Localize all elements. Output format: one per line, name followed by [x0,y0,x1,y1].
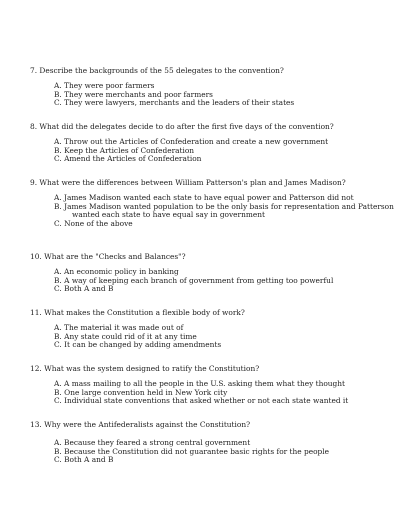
option-a: A. A mass mailing to all the people in the U.S. asking them what they thought [54,379,345,388]
option-b-continuation: wanted each state to have equal say in government [72,210,265,220]
option-b: B. James Madison wanted population to be the only basis for representation and Patterson [54,201,394,211]
question-12 [30,364,398,406]
option-b: B. A way of keeping each branch of government from getting too powerful [54,275,334,285]
option-c: C. Amend the Articles of Confederation [54,154,202,164]
option-a: A. The material it was made out of [54,323,184,332]
question-text: 7. Describe the backgrounds of the 55 delegates to the convention? [30,66,284,75]
option-a: A. Throw out the Articles of Confederation and create a new government [54,137,329,146]
option-a: A. Because they feared a strong central government [54,438,251,447]
question-text: 9. What were the differences between William Patterson's plan and James Madison? [30,178,346,187]
option-b: B. One large convention held in New York city [54,387,228,397]
question-text: 13. Why were the Antifederalists against the Constitution? [30,420,251,429]
option-a: A. They were poor farmers [54,81,155,90]
option-a: A. James Madison wanted each state to have equal power and Patterson did not [54,193,354,202]
option-c: C. They were lawyers, merchants and the leaders of their states [54,98,295,108]
question-text: 11. What makes the Constitution a flexible body of work? [30,308,245,317]
option-c: C. It can be changed by adding amendments [54,340,222,350]
option-c: C. Both A and B [54,284,114,294]
question-7 [30,66,398,108]
question-text: 12. What was the system designed to ratify the Constitution? [30,364,260,373]
option-c: C. Both A and B [54,455,114,465]
option-b: B. Keep the Articles of Confederation [54,145,195,155]
option-c: C. None of the above [54,218,133,228]
question-9 [30,178,398,228]
option-c: C. Individual state conventions that asked whether or not each state wanted it [54,396,349,406]
option-b: B. They were merchants and poor farmers [54,89,213,99]
question-text: 10. What are the "Checks and Balances"? [30,252,186,261]
question-11 [30,308,398,350]
question-10 [30,252,398,294]
question-13 [30,420,398,465]
option-b: B. Any state could rid of it at any time [54,331,197,341]
question-text: 8. What did the delegates decide to do after the first five days of the convention? [30,122,334,131]
option-b: B. Because the Constitution did not guarantee basic rights for the people [54,446,330,456]
question-8 [30,122,398,164]
option-a: A. An economic policy in banking [54,267,179,276]
